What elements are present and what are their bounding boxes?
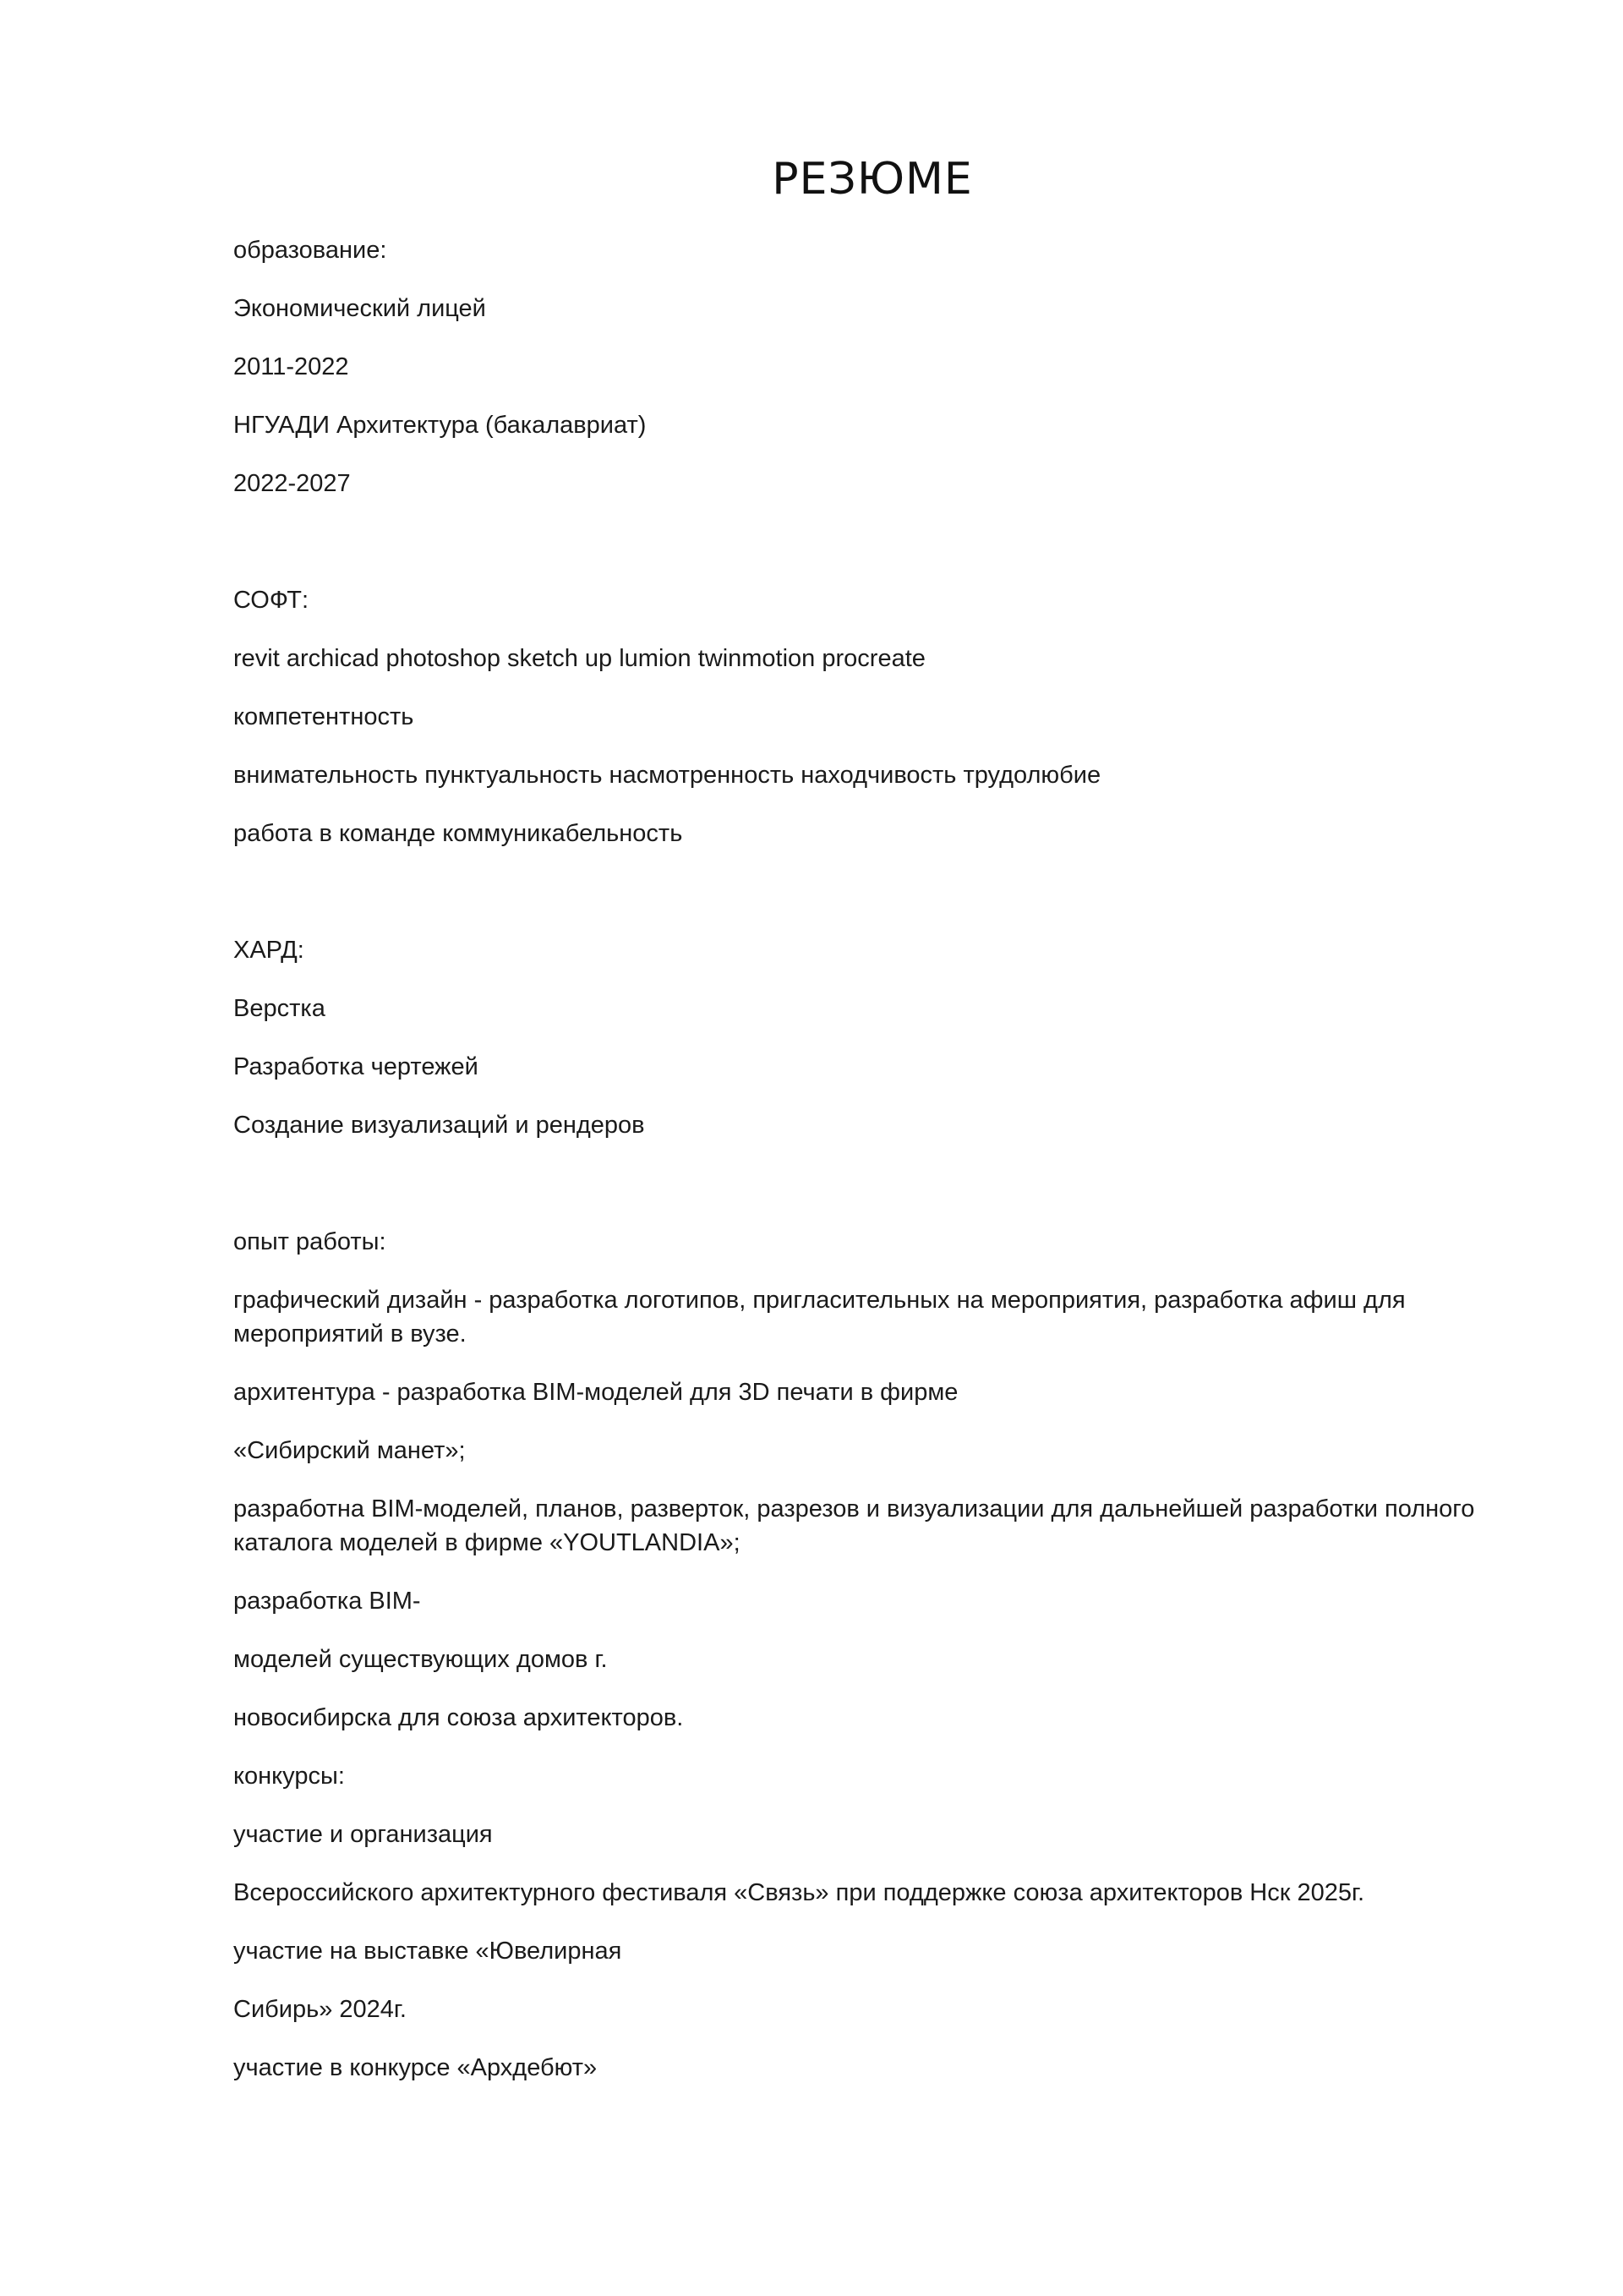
contests-item: Всероссийского архитектурного фестиваля «Связь» при поддержке союза архитекторов Нск 2025г. <box>233 1879 1365 1906</box>
experience-item: «Сибирский манет»; <box>233 1437 466 1464</box>
soft-heading: СОФТ: <box>233 587 309 614</box>
page-title: РЕЗЮМЕ <box>772 154 973 205</box>
hard-item: Верстка <box>233 995 325 1022</box>
contests-item: участие на выставке «Ювелирная <box>233 1938 622 1965</box>
contests-heading: конкурсы: <box>233 1763 345 1790</box>
education-item: НГУАДИ Архитектура (бакалавриат) <box>233 412 647 439</box>
education-heading: образование: <box>233 237 387 264</box>
soft-item: внимательность пунктуальность насмотренность находчивость трудолюбие <box>233 762 1101 789</box>
education-item: Экономический лицей <box>233 295 486 322</box>
experience-item: архитентура - разработка BIM-моделей для 3D печати в фирме <box>233 1379 959 1406</box>
soft-item: revit archicad photoshop sketch up lumion twinmotion procreate <box>233 645 926 672</box>
experience-heading: опыт работы: <box>233 1228 386 1255</box>
soft-item: компетентность <box>233 703 414 730</box>
soft-item: работа в команде коммуникабельность <box>233 820 683 847</box>
contests-item: Сибирь» 2024г. <box>233 1996 407 2023</box>
experience-item: разработка BIM- <box>233 1588 421 1615</box>
experience-item: графический дизайн - разработка логотипов, пригласительных на мероприятия, разработка афиш для мероприятий в вузе. <box>233 1287 1413 1348</box>
hard-item: Создание визуализаций и рендеров <box>233 1112 645 1139</box>
hard-heading: ХАРД: <box>233 937 304 964</box>
hard-item: Разработка чертежей <box>233 1053 478 1080</box>
resume-content <box>233 233 1501 2085</box>
contests-item: участие в конкурсе «Архдебют» <box>233 2054 598 2081</box>
education-item: 2022-2027 <box>233 470 351 497</box>
experience-item: новосибирска для союза архитекторов. <box>233 1704 684 1731</box>
experience-item: моделей существующих домов г. <box>233 1646 608 1673</box>
experience-item: разработна BIM-моделей, планов, разверток, разрезов и визуализации для дальнейшей разработки полного каталога моделей в фирме «YOUTLANDIA»; <box>233 1495 1482 1556</box>
contests-item: участие и организация <box>233 1821 493 1848</box>
education-item: 2011-2022 <box>233 353 349 380</box>
